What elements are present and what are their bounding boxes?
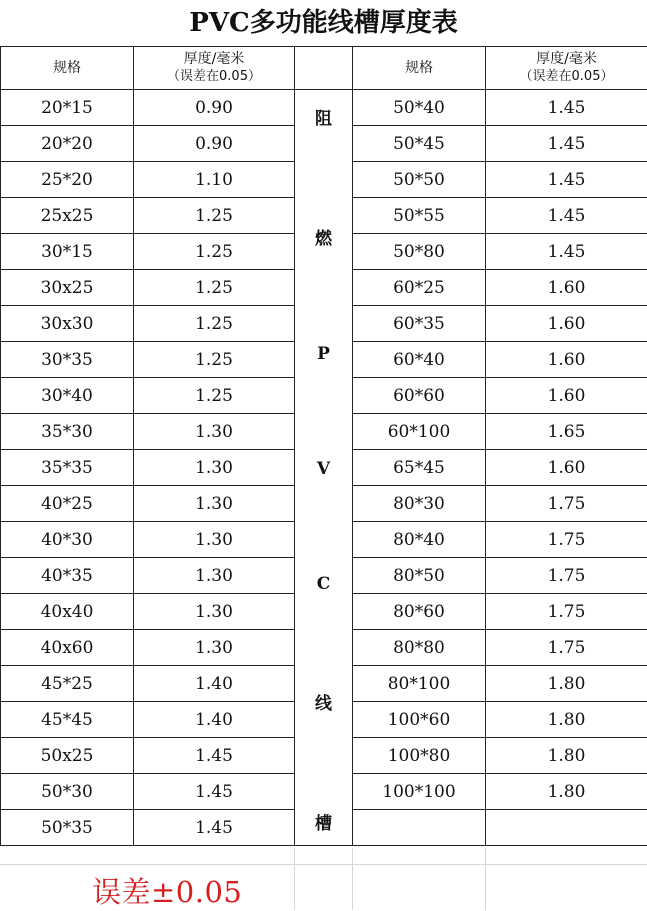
- thickness-cell-right: 1.75: [486, 594, 647, 630]
- spec-cell-left: 50*30: [1, 774, 134, 810]
- header-tolerance-note: （误差在0.05）: [134, 68, 294, 85]
- side-label-char: 线: [315, 689, 332, 714]
- spec-cell-right: 60*60: [353, 378, 486, 414]
- thickness-cell-left: 1.30: [134, 522, 295, 558]
- spec-cell-right: 60*35: [353, 306, 486, 342]
- spec-cell-right: 80*60: [353, 594, 486, 630]
- thickness-cell-left: 1.30: [134, 450, 295, 486]
- side-label-cell: [295, 90, 353, 846]
- thickness-cell-left: 1.25: [134, 270, 295, 306]
- spec-cell-left: 40*30: [1, 522, 134, 558]
- thickness-cell-left: 1.40: [134, 702, 295, 738]
- thickness-cell-right: 1.75: [486, 558, 647, 594]
- thickness-cell-right: 1.75: [486, 486, 647, 522]
- thickness-cell-right: 1.80: [486, 774, 647, 810]
- thickness-cell-left: 1.30: [134, 486, 295, 522]
- spec-cell-left: 30*15: [1, 234, 134, 270]
- thickness-cell-right: 1.60: [486, 270, 647, 306]
- thickness-cell-left: 1.45: [134, 738, 295, 774]
- spec-cell-right: 80*40: [353, 522, 486, 558]
- thickness-cell-right: 1.60: [486, 450, 647, 486]
- thickness-table: [0, 46, 647, 846]
- thickness-cell-right: 1.45: [486, 198, 647, 234]
- thickness-cell-left: 1.10: [134, 162, 295, 198]
- header-spec-left: 规格: [1, 47, 134, 90]
- thickness-cell-right: 1.80: [486, 702, 647, 738]
- spec-cell-left: 35*35: [1, 450, 134, 486]
- spec-cell-right: 60*40: [353, 342, 486, 378]
- thickness-cell-left: 1.25: [134, 198, 295, 234]
- thickness-cell-right: 1.45: [486, 234, 647, 270]
- thickness-cell-left: 1.25: [134, 306, 295, 342]
- header-thickness-label: 厚度/毫米: [184, 51, 245, 67]
- spec-cell-left: 30x30: [1, 306, 134, 342]
- spec-cell-right: 80*80: [353, 630, 486, 666]
- side-label-char: 槽: [315, 809, 332, 834]
- side-label-char: 燃: [315, 224, 332, 249]
- spec-cell-right: 100*60: [353, 702, 486, 738]
- header-thickness-left: [134, 47, 295, 90]
- thickness-cell-left: 0.90: [134, 90, 295, 126]
- spec-cell-left: 45*45: [1, 702, 134, 738]
- thickness-cell-left: 1.30: [134, 594, 295, 630]
- side-label-stack: [295, 98, 352, 838]
- thickness-cell-left: 1.25: [134, 342, 295, 378]
- thickness-cell-right: 1.65: [486, 414, 647, 450]
- spec-cell-right: 50*45: [353, 126, 486, 162]
- spec-cell-right: 50*40: [353, 90, 486, 126]
- spec-cell-right: 80*50: [353, 558, 486, 594]
- spec-cell-left: 40x60: [1, 630, 134, 666]
- spec-cell-left: 45*25: [1, 666, 134, 702]
- spec-cell-left: 20*15: [1, 90, 134, 126]
- thickness-cell-left: 1.30: [134, 630, 295, 666]
- thickness-cell-left: 1.40: [134, 666, 295, 702]
- thickness-cell-right: 1.75: [486, 522, 647, 558]
- spec-cell-right: 80*100: [353, 666, 486, 702]
- spec-cell-right: 65*45: [353, 450, 486, 486]
- spec-cell-right: 50*55: [353, 198, 486, 234]
- thickness-cell-right: 1.80: [486, 738, 647, 774]
- thickness-cell-left: 1.30: [134, 414, 295, 450]
- side-label-char: C: [317, 574, 331, 594]
- spec-cell-left: 50x25: [1, 738, 134, 774]
- spec-cell-left: 50*35: [1, 810, 134, 846]
- thickness-cell-left: 1.25: [134, 234, 295, 270]
- spec-cell-left: 25*20: [1, 162, 134, 198]
- table-body: [1, 47, 647, 846]
- spec-cell-left: 40*25: [1, 486, 134, 522]
- side-label-char: 阻: [315, 104, 332, 129]
- spec-cell-right: 100*100: [353, 774, 486, 810]
- spec-cell-left: 30x25: [1, 270, 134, 306]
- thickness-cell-left: 1.30: [134, 558, 295, 594]
- thickness-cell-right: 1.80: [486, 666, 647, 702]
- thickness-cell-right: 1.45: [486, 90, 647, 126]
- spec-cell-right: 50*50: [353, 162, 486, 198]
- page-title: PVC多功能线槽厚度表: [0, 0, 647, 46]
- gridline: [485, 848, 486, 910]
- spec-cell-left: 30*40: [1, 378, 134, 414]
- tolerance-note: 误差±0.05: [92, 870, 242, 911]
- header-spec-right: 规格: [353, 47, 486, 90]
- spec-cell-left: 40*35: [1, 558, 134, 594]
- thickness-cell-right: 1.45: [486, 162, 647, 198]
- thickness-cell-right: 1.60: [486, 306, 647, 342]
- thickness-cell-right: 1.60: [486, 378, 647, 414]
- side-label-char: V: [317, 459, 330, 479]
- thickness-cell-left: 1.25: [134, 378, 295, 414]
- header-row: [1, 47, 647, 90]
- spec-cell-right: 60*25: [353, 270, 486, 306]
- thickness-cell-right: 1.60: [486, 342, 647, 378]
- thickness-cell-right: [486, 810, 647, 846]
- side-label-char: P: [317, 344, 330, 364]
- spec-cell-right: 100*80: [353, 738, 486, 774]
- spec-cell-left: 35*30: [1, 414, 134, 450]
- gridline: [294, 848, 295, 910]
- spec-cell-left: 20*20: [1, 126, 134, 162]
- table-row: [1, 90, 647, 126]
- gridline: [352, 848, 353, 910]
- header-thickness-label: 厚度/毫米: [536, 51, 597, 67]
- thickness-cell-left: 1.45: [134, 774, 295, 810]
- spec-cell-right: 80*30: [353, 486, 486, 522]
- gridline: [0, 864, 647, 865]
- thickness-cell-left: 1.45: [134, 810, 295, 846]
- header-blank-cell: [295, 47, 353, 90]
- header-tolerance-note: （误差在0.05）: [486, 68, 647, 85]
- spec-cell-left: 40x40: [1, 594, 134, 630]
- header-thickness-right: [486, 47, 647, 90]
- thickness-cell-right: 1.45: [486, 126, 647, 162]
- spec-cell-right: [353, 810, 486, 846]
- spec-cell-right: 60*100: [353, 414, 486, 450]
- thickness-cell-left: 0.90: [134, 126, 295, 162]
- thickness-cell-right: 1.75: [486, 630, 647, 666]
- spec-cell-left: 25x25: [1, 198, 134, 234]
- spec-cell-left: 30*35: [1, 342, 134, 378]
- spec-cell-right: 50*80: [353, 234, 486, 270]
